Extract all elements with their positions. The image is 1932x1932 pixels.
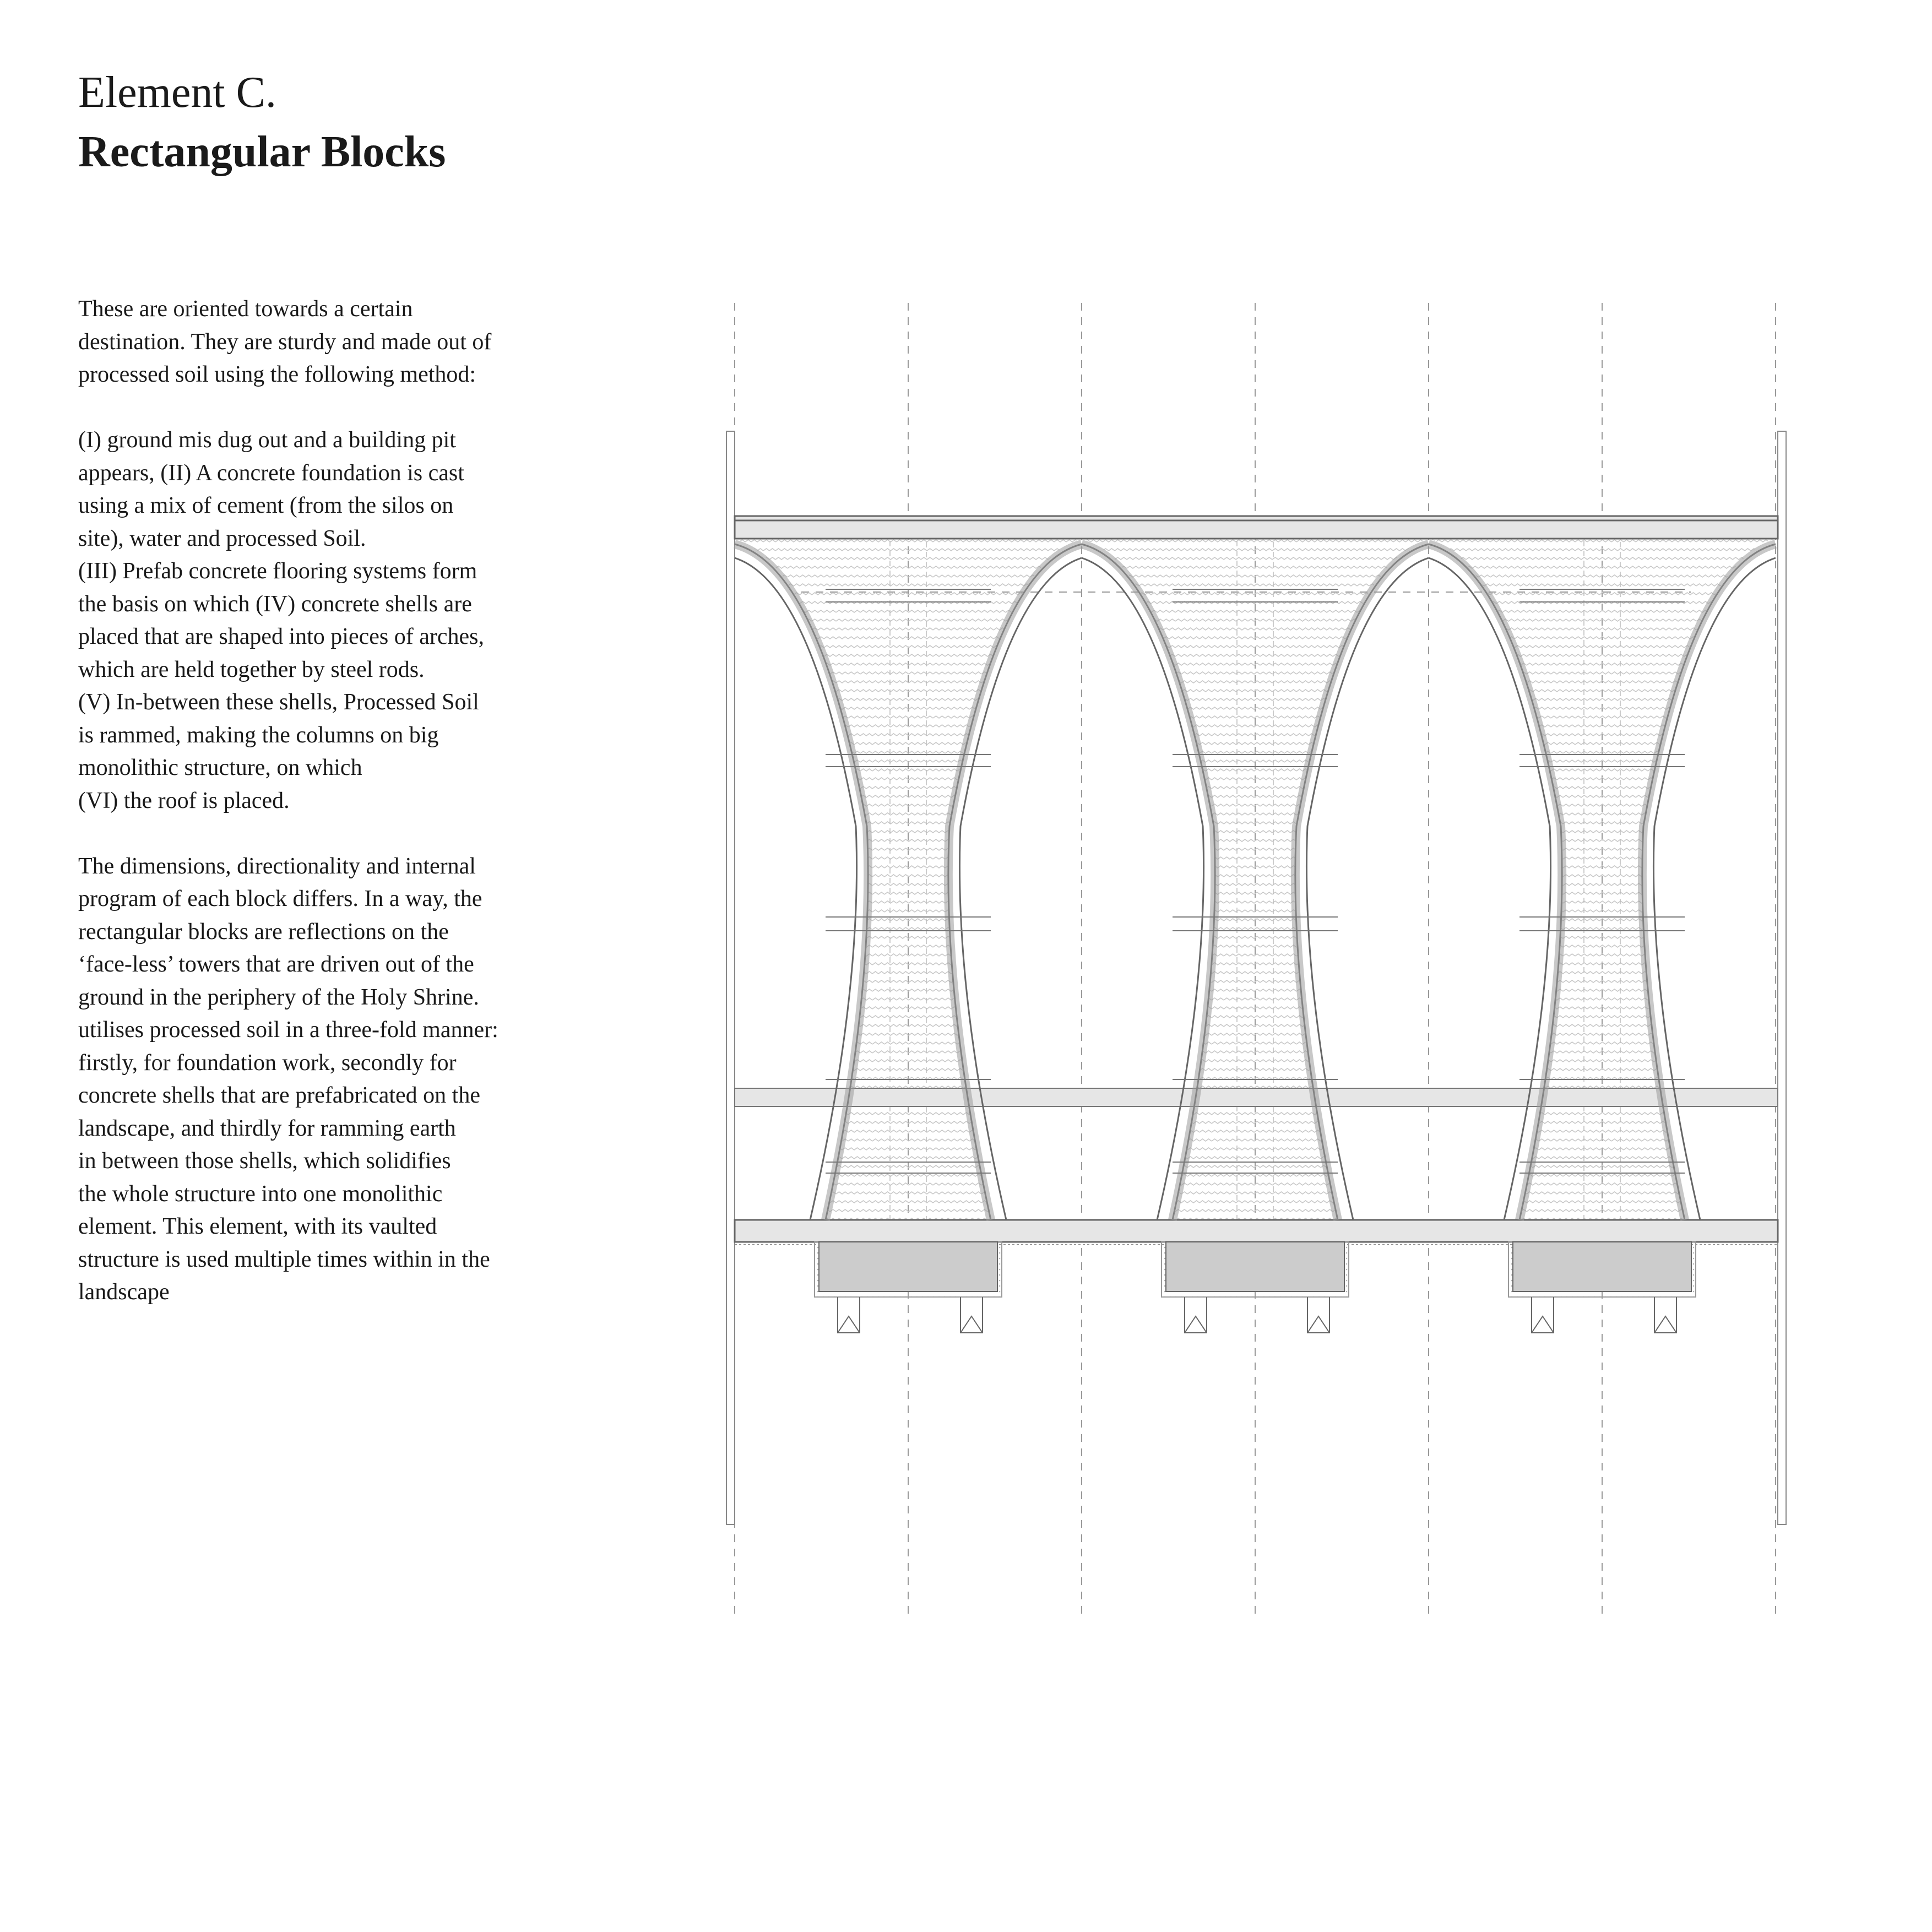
pile: [1532, 1297, 1554, 1333]
rammed-soil-column: [735, 539, 1082, 1220]
pile: [1654, 1297, 1676, 1333]
element-label: Element C.: [78, 68, 276, 117]
pile: [1185, 1297, 1207, 1333]
intro-paragraph: These are oriented towards a certain destination. They are sturdy and made out of processed soil using the following method:: [78, 296, 492, 387]
foundation-block: [1513, 1242, 1691, 1291]
pile: [960, 1297, 983, 1333]
rammed-soil-column: [1429, 539, 1776, 1220]
roof-slab: [735, 516, 1778, 539]
middle-slab: [735, 1088, 1778, 1106]
foundation-block: [819, 1242, 997, 1291]
foundations: [815, 1242, 1696, 1333]
pile: [1307, 1297, 1329, 1333]
method-paragraph: (I) ground mis dug out and a building pit appears, (II) A concrete foundation is cast using a mix of cement (from the silos on site), water and processed Soil. (III) Prefab concrete flooring systems form the basis on which (IV) concrete shells are placed that are shaped into pieces of arches, which are held together by steel rods. (V) In-between these shells, Processed Soil is rammed, making the columns on big monolithic structure, on which (VI) the roof is placed.: [78, 427, 484, 813]
foundation-block: [1166, 1242, 1344, 1291]
pile: [838, 1297, 860, 1333]
rammed-soil: [735, 539, 1776, 1220]
rammed-soil-column: [1082, 539, 1429, 1220]
right-wall: [1778, 431, 1786, 1524]
closing-paragraph: The dimensions, directionality and internal program of each block differs. In a way, the rectangular blocks are reflections on the ‘face-less’ towers that are driven out of the ground in the periphery of the Holy Shrine. utilises processed soil in a three-fold manner: firstly, for foundation work, secondly for concrete shells that are prefabricated on the landscape, and thirdly for ramming earth in between those shells, which solidifies the whole structure into one monolithic element. This element, with its vaulted structure is used multiple times within in the landscape: [78, 853, 498, 1305]
left-wall: [726, 431, 735, 1524]
description: [78, 293, 552, 1342]
page-title: Rectangular Blocks: [78, 128, 446, 176]
section-drawing: [661, 286, 1817, 1663]
ground-slab: [735, 1220, 1778, 1242]
